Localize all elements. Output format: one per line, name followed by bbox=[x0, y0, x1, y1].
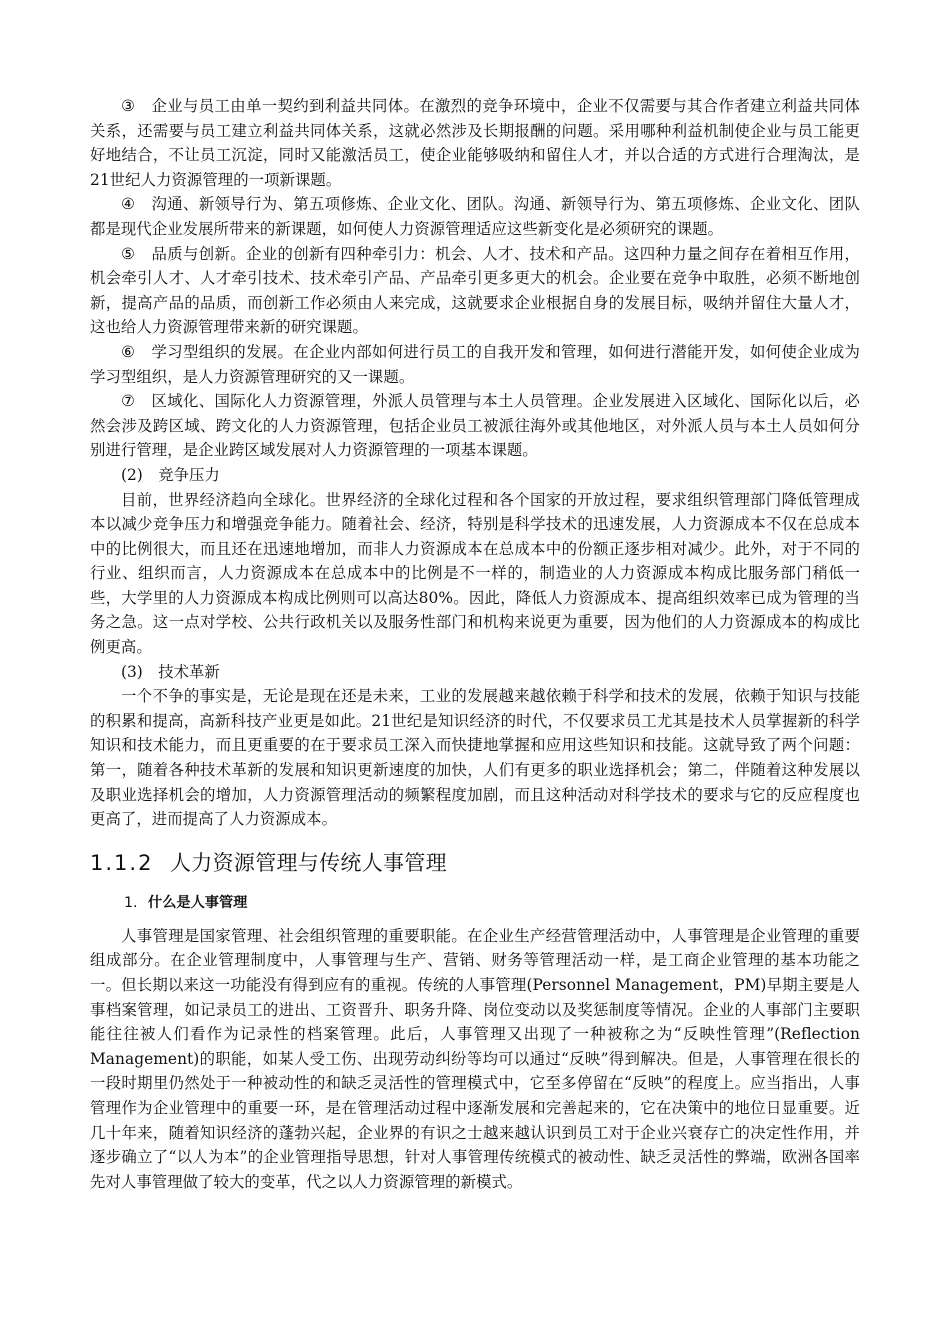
section-title: 人力资源管理与传统人事管理 bbox=[170, 850, 447, 875]
paragraph-item-7 bbox=[90, 389, 860, 463]
document-page bbox=[90, 94, 860, 1194]
section-heading bbox=[90, 846, 860, 880]
section-number: 1.1.2 bbox=[90, 850, 154, 875]
subsection-heading bbox=[90, 890, 860, 916]
paragraph-competition: 目前，世界经济趋向全球化。世界经济的全球化过程和各个国家的开放过程，要求组织管理部门降低管理成本以减少竞争压力和增强竞争能力。随着社会、经济，特别是科学技术的迅速发展，人力资源成本不仅在总成本中的比例很大，而且还在迅速地增加，而非人力资源成本在总成本中的份额正逐步相对减少。此外，对于不同的行业、组织而言，人力资源成本在总成本中的比例是不一样的，制造业的人力资源成本构成比服务部门稍低一些，大学里的人力资源成本构成比例则可以高达80%。因此，降低人力资源成本、提高组织效率已成为管理的当务之急。这一点对学校、公共行政机关以及服务性部门和机构来说更为重要，因为他们的人力资源成本的构成比例更高。 bbox=[90, 490, 860, 657]
paragraph-text: 区域化、国际化人力资源管理，外派人员管理与本土人员管理。企业发展进入区域化、国际化以后，必然会涉及跨区域、跨文化的人力资源管理，包括企业员工被派往海外或其他地区，对外派人员与本土人员如何分别进行管理，是企业跨区域发展对人力资源管理的一项基本课题。 bbox=[90, 392, 860, 460]
paragraph-text: 品质与创新。企业的创新有四种牵引力：机会、人才、技术和产品。这四种力量之间存在着相互作用，机会牵引人才、人才牵引技术、技术牵引产品、产品牵引更多更大的机会。企业要在竞争中取胜，必须不断地创新，提高产品的品质，而创新工作必须由人来完成，这就要求企业根据自身的发展目标，吸纳并留住大量人才，这也给人力资源管理带来新的研究课题。 bbox=[90, 244, 860, 337]
paragraph-item-6 bbox=[90, 340, 860, 389]
item-marker: ⑥ bbox=[121, 342, 136, 361]
paragraph-text: 学习型组织的发展。在企业内部如何进行员工的自我开发和管理，如何进行潜能开发，如何使企业成为学习型组织，是人力资源管理研究的又一课题。 bbox=[90, 342, 860, 386]
paragraph-item-5 bbox=[90, 242, 860, 340]
subsection-heading-innovation: (3) 技术革新 bbox=[121, 662, 220, 681]
paragraph-item-3 bbox=[90, 94, 860, 192]
paragraph-text: 沟通、新领导行为、第五项修炼、企业文化、团队。沟通、新领导行为、第五项修炼、企业文化、团队都是现代企业发展所带来的新课题，如何使人力资源管理适应这些新变化是必须研究的课题。 bbox=[90, 195, 860, 238]
subsection-number: 1. bbox=[124, 894, 138, 911]
item-marker: ③ bbox=[121, 97, 136, 115]
subsection-heading-competition: (2) 竞争压力 bbox=[121, 465, 220, 484]
paragraph-innovation: 一个不争的事实是，无论是现在还是未来，工业的发展越来越依赖于科学和技术的发展，依赖于知识与技能的积累和提高，高新科技产业更是如此。21世纪是知识经济的时代，不仅要求员工尤其是技术人员掌握新的科学知识和技术能力，而且更重要的在于要求员工深入而快捷地掌握和应用这些知识和技能。这就导致了两个问题：第一，随着各种技术革新的发展和知识更新速度的加快，人们有更多的职业选择机会；第二，伴随着这种发展以及职业选择机会的增加，人力资源管理活动的频繁程度加剧，而且这种活动对科学技术的要求与它的反应程度也更高了，进而提高了人力资源成本。 bbox=[90, 687, 860, 829]
paragraph-text: 企业与员工由单一契约到利益共同体。在激烈的竞争环境中，企业不仅需要与其合作者建立利益共同体关系，还需要与员工建立利益共同体关系，这就必然涉及长期报酬的问题。采用哪种利益机制使企业与员工能更好地结合，不让员工沉淀，同时又能激活员工，使企业能够吸纳和留住人才，并以合适的方式进行合理淘汰，是21世纪人力资源管理的一项新课题。 bbox=[90, 97, 860, 189]
item-marker: ⑤ bbox=[121, 244, 136, 263]
item-marker: ⑦ bbox=[121, 392, 136, 411]
item-marker: ④ bbox=[121, 195, 136, 214]
subsection-title: 什么是人事管理 bbox=[148, 894, 248, 911]
paragraph-item-4 bbox=[90, 192, 860, 241]
paragraph-personnel-management: 人事管理是国家管理、社会组织管理的重要职能。在企业生产经营管理活动中，人事管理是企业管理的重要组成部分。在企业管理制度中，人事管理与生产、营销、财务等管理活动一样，是工商企业管理的基本功能之一。但长期以来这一功能没有得到应有的重视。传统的人事管理(Personnel Management，PM)早期主要是人事档案管理，如记录员工的进出、工资晋升、职务升降、岗位变动以及奖惩制度等情况。企业的人事部门主要职能往往被人们看作为记录性的档案管理。此后，人事管理又出现了一种被称之为“反映性管理”(Reflection Management)的职能，如某人受工伤、出现劳动纠纷等均可以通过“反映”得到解决。但是，人事管理在很长的一段时期里仍然处于一种被动性的和缺乏灵活性的管理模式中，它至多停留在“反映”的程度上。应当指出，人事管理作为企业管理中的重要一环，是在管理活动过程中逐渐发展和完善起来的，它在决策中的地位日显重要。近几十年来，随着知识经济的蓬勃兴起，企业界的有识之士越来越认识到员工对于企业兴衰存亡的决定性作用，并逐步确立了“以人为本”的企业管理指导思想，针对人事管理传统模式的被动性、缺乏灵活性的弊端，欧洲各国率先对人事管理做了较大的变革，代之以人力资源管理的新模式。 bbox=[90, 926, 860, 1191]
